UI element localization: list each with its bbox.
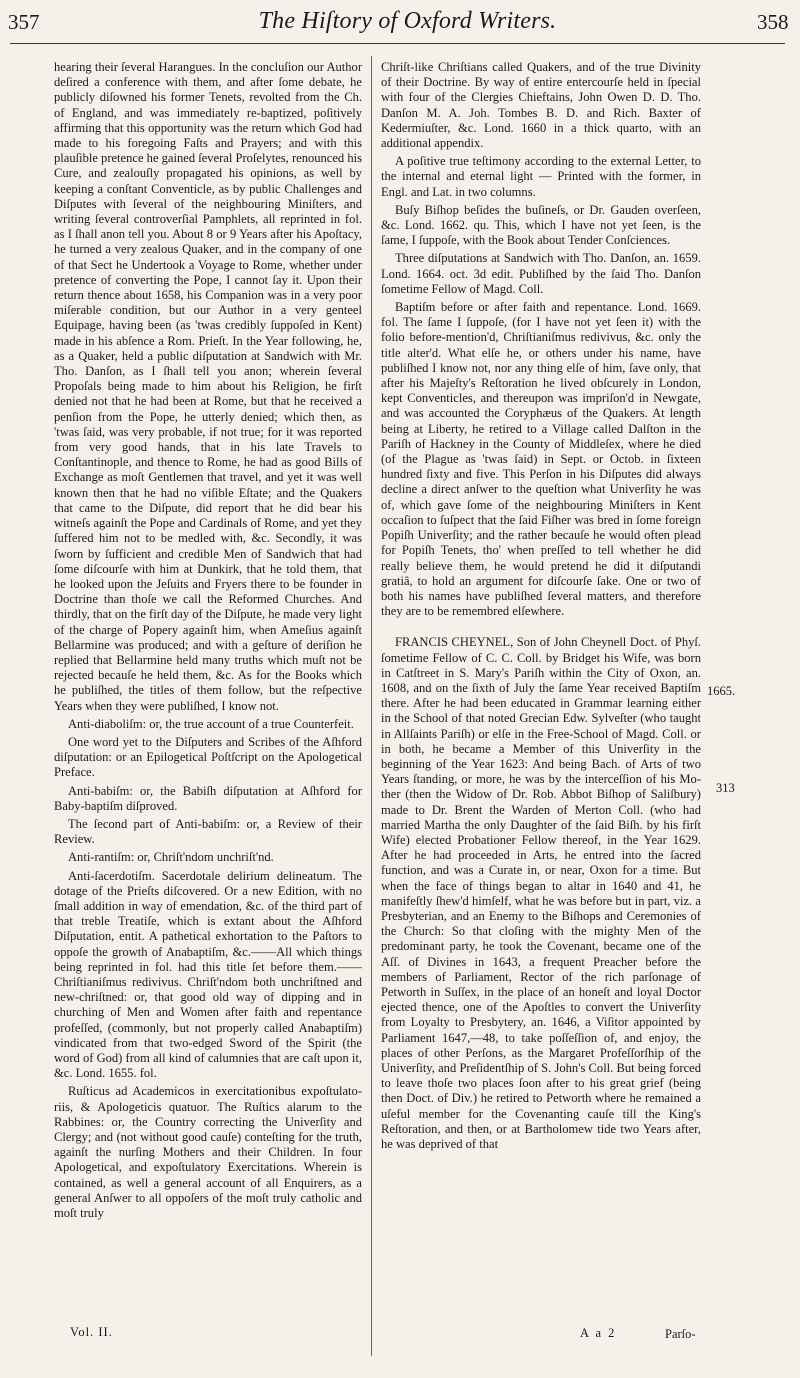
header-rule: [10, 43, 785, 44]
left-page-number: 357: [8, 10, 40, 34]
paragraph: Baptiſm before or after faith and repentance. Lond. 1669. fol. The ſame I ſuppoſe, (for I have not yet ſeen it) with the folio before-mention'd, Chriſtianiſmus redivivus, &c. only the title alter'd. What elſe he, or others under his name, have publiſhed I know not, nor any thing elſe of him, ſave only, that after his Majeſty's Reſtoration he lived obſcurely in London, kept Conventicles, and thereupon was impriſon'd in Newgate, and was accounted the Coryphæus of the Quakers. At length being at Liberty, he retired to a Village called Dalſton in the Pariſh of Hackney in the County of Middleſex, where he died (of the Plague as 'twas ſaid) in Sept. or Octob. in ſixteen hundred ſixty and five. This Perſon in his Diſputes did always decline a direct anſwer to the queſtion what Univerſity he was of, which gave ſome of the neighbouring Miniſters in Kent occaſion to ſuſpect that the ſaid Fiſher was bred in ſome foreign Popiſh Univerſity; and the rather becauſe he would often plead for Popiſh Tenets, tho' when preſſed to tell whether he did really believe them, he would pretend he did it diſputandi gratiâ, to hold an argument for diſcourſe ſake. One or two of both his names have publiſhed ſeveral matters, and therefore they are to be remembred elſewhere.: [381, 300, 701, 619]
column-divider: [371, 56, 372, 1356]
book-title-entry: Anti-ſacerdotiſm. Sacerdotale delirium delineatum. The dotage of the Prieſts diſcovered. Or a new Edition, with no ſmall addition in way of emendation, &c. of the third part of that treble Treatiſe, which is extant about the Aſhford Diſputation, entit. A pathetical exhortation to the Paſtors to oppoſe the growth of Anabaptiſm, &c.——All which things being reprinted in fol. had this title ſet before them.——Chriſtianiſmus redivivus. Chriſt'ndom both unchriſtned and new-chriſtned: or, that good old way of dipping and in churching of Men and Women after faith and repentance profeſſed, (commonly, but not properly called Anabaptiſm) vindicated from that two-edged Sword of the Spirit (the word of God) from all kind of calumnies that are caſt upon it, &c. Lond. 1655. fol.: [54, 868, 362, 1081]
book-title-entry: Anti-diaboliſm: or, the true account of a true Counterfeit.: [68, 716, 354, 731]
sheet-mark: A a 2: [580, 1326, 617, 1340]
book-title-entry: Buſy Biſhop beſides the buſineſs, or Dr. Gauden overſeen, &c. Lond. 1662. qu. This, which I have not yet ſeen, is the ſame, I ſuppoſe, with the Book about Tender Conſciences.: [381, 202, 701, 248]
margin-number-note: 313: [716, 781, 735, 795]
right-page-number: 358: [757, 10, 789, 34]
biography-entry: FRANCIS CHEYNEL, Son of John Cheynell Doct. of Phyſ. ſometime Fellow of C. C. Coll. by Bridget his Wife, was born in Catſtreet in S. Mary's Pariſh within the City of Oxon, an. 1608, and on the ſixth of July the ſame Year received Baptiſm there. After he had been educated in Grammar learning either in the School of that noted Grecian Edw. Sylveſter (who taught in Allſaints Pariſh) or elſe in the Free-School of Magd. Coll. or in both, he became a Member of this Univerſity in the beginning of the Year 1623: And being Bach. of Arts of two Years ſtanding, or more, he was by the interceſſion of his Mother (then the Widow of Dr. Rob. Abbot Biſhop of Saliſbury) made to Dr. Brent the Warden of Merton Coll. (who had married Martha the only Daughter of the ſaid Biſh. by his firſt Wife) elected Probationer Fellow thereof, in the Year 1629. After he had proceeded in Arts, he entred into the ſacred function, and was a Curate in, or near, Oxon for a time. But when the face of things began to altar in 1640 and 41, he manifeſtly ſhew'd himſelf, what he was before but in part, viz. a Presbyterian, and an Enemy to the Biſhops and Ceremonies of the Church: So that cloſing with the mighty Men of the predominant party, he took the Covenant, became one of the Aſſ. of Divines in 1643, a frequent Preacher before the members of Parliament, Rector of the rich parſonage of Petworth in Suſſex, in the place of an honeſt and loyal Doctor ejected thence, one of the Apoſtles to convert the Univerſity from Loyalty to Presbytery, an. 1646, a Viſitor appointed by Parliament 1647,—48, to take poſſeſſion of, and enjoy, the places of other Perſons, as the Margaret Profeſſorſhip of the Univerſity, and Preſidentſhip of S. John's Coll. But being forced to leave thoſe two places ſoon after to his great grief (being then Doct. of Div.) he retired to Petworth where he remained a uſeful member for the Covenanting cauſe till the King's Reſtoration, and then, or at Bartholomew tide two Years after, he was deprived of that: [381, 635, 701, 1152]
paragraph: hearing their ſeveral Harangues. In the concluſion our Author deſired a conference with them, and after ſome debate, he publicly diſowned his former Tenets, revolted from the Ch. of England, and was immediately re-baptized, poſitively affirming that this opportunity was the return which God had made to his foregoing Faſts and Prayers; and with this plauſible pretence he gained ſeveral Proſelytes, renounced his Cure, and zealouſly propagated his opinions, as well by keeping a conſtant Conventicle, as by public Challenges and Diſputes with ſeveral of the neighbouring Miniſters, and writing ſeveral controverſial Pamphlets, all reprinted in fol. as I ſhall anon tell you. About 8 or 9 Years after his Apoſtacy, he turned a very zealous Quaker, and in the company of one of that Sect he Undertook a Voyage to Rome, whether under pretence of converting the Pope, I cannot ſay it. Upon their return thence about 1658, his Companion was in a very poor miſerable condition, but our Author in a very genteel Equipage, having been (as 'twas credibly ſuppoſed in Kent) made in his abſence a Rom. Prieſt. In the Year following, he, as a Quaker, held a public diſputation at Sandwich with Mr. Tho. Danſon, as I ſhall tell you anon; wherein ſeveral Propoſals being made to him about his Religion, he firſt denied not that he had been at Rome, but that he received a penſion from the Pope, he utterly denied; which then, as 'twas ſaid, was very probable, if not true; for it was reported from very good hands, that in his late Travels to Conſtantinople, and thence to Rome, he had as good Bills of Exchange as moſt Gentlemen that travel, and yet it was well known then that he had no viſible Eſtate; and the Quakers that came to the Diſpute, did report that he did bear his witneſs againſt the Pope and Cardinals of Rome, and yet they ſuffered him not to be medled with, &c. Secondly, it was ſworn by ſufficient and credible Men of Sandwich that had ſome diſcourſe with him at Dunkirk, that he told them, that he looked upon the Jeſuits and Fryers there to be founder in Doctrine than thoſe we call the Reformed Churches. And thirdly, that on the firſt day of the Diſpute, he made very light of the charge of Popery againſt him, when Ameſius againſt Bellarmine was produced; and with a geſture of deriſion he replied that Bellarmine held many truths which muſt not be rejected becauſe he held them, &c. As for the Books which he publiſhed, the titles of them follow, but the reſpective Years when they were publiſhed, I know not.: [54, 60, 362, 713]
catchword: Parſo-: [665, 1327, 696, 1341]
running-title: The Hiſtory of Oxford Writers.: [258, 8, 557, 34]
margin-year-note: 1665.: [707, 684, 736, 698]
right-column: [381, 60, 701, 1152]
book-title-entry: Anti-rantiſm: or, Chriſt'ndom unchriſt'nd.: [68, 850, 274, 865]
left-column: [54, 60, 362, 1221]
book-title-entry: One word yet to the Diſputers and Scribes of the Aſhford diſputation: or an Epilogetical Poſtſcript on the Apologetical Preface.: [54, 734, 362, 780]
book-title-entry: A poſitive true teſtimony according to the external Letter, to the internal and eternal light — Printed with the former, in Engl. and Lat. in two columns.: [381, 154, 701, 199]
volume-signature: Vol. II.: [70, 1325, 113, 1339]
book-title-entry: The ſecond part of Anti-babiſm: or, a Review of their Review.: [54, 816, 362, 847]
book-title-entry: Anti-babiſm: or, the Babiſh diſputation at Aſhford for Baby-baptiſm diſproved.: [54, 783, 362, 813]
book-title-entry: Three diſputations at Sandwich with Tho. Danſon, an. 1659. Lond. 1664. oct. 3d edit. Publiſhed by the ſaid Tho. Danſon ſometime Fellow of Magd. Coll.: [381, 251, 701, 296]
paragraph: Chriſt-like Chriſtians called Quakers, and of the true Divinity of their Doctrine. By way of entire entercourſe held in ſpecial with four of the Clergies Chieftains, John Owen D. D. Tho. Danſon M. A. Joh. Tombes B. D. and Rich. Baxter of Kedermiuſter, &c. Lond. 1660 in a thick quarto, with an additional appendix.: [381, 60, 701, 151]
book-title-entry: Ruſticus ad Academicos in exercitationibus expoſtulatoriis, & Apologeticis quatuor. The Ruſtics alarum to the Rabbines: or, the Country correcting the Univerſity and Clergy; and (not without good cauſe) conteſting for the truth, againſt the nurſing Mothers and their Children. In four Apologetical, and expoſtulatory Exercitations. Wherein is contained, as well a general account of all Enquirers, as a general Anſwer to all oppoſers of the moſt truly catholic and moſt truly: [54, 1084, 362, 1221]
